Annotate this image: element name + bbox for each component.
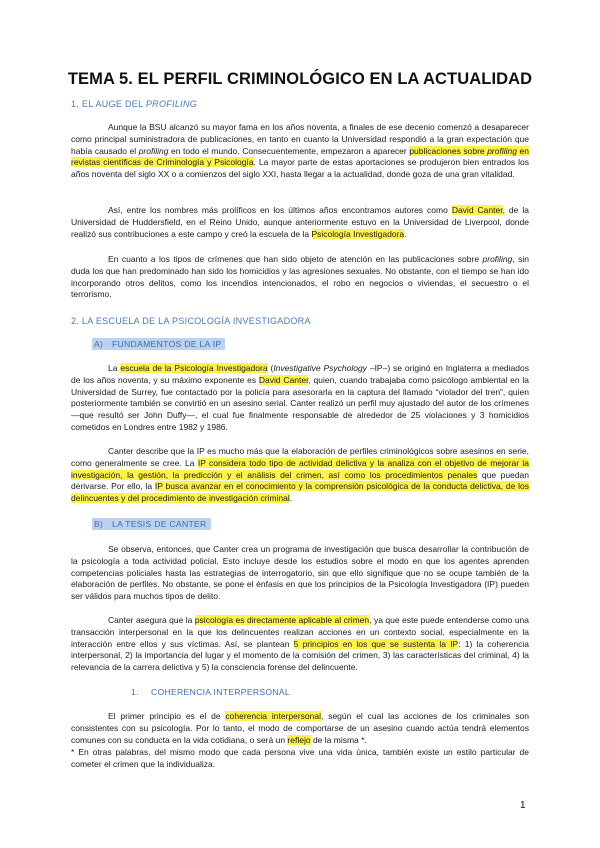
text-run: . — [289, 493, 293, 504]
text-run: que puedan derivarse. Por ello, la — [71, 469, 529, 492]
highlight-david-canter: David Canter — [451, 205, 503, 215]
highlight-coherencia-interpersonal: coherencia interpersonal — [225, 711, 321, 721]
text-run-italic: profiling — [487, 145, 517, 156]
text-run: en todo el mundo. Consecuentemente, empezaron a aparecer — [168, 145, 410, 156]
subheading-a — [92, 339, 225, 349]
subheading-1 — [131, 687, 290, 697]
text-run: La — [108, 363, 121, 373]
section-heading-2: 2. LA ESCUELA DE LA PSICOLOGÍA INVESTIGADORA — [71, 316, 311, 326]
subheading-b-number: B) — [94, 519, 104, 529]
paragraph-canter-describe — [71, 446, 529, 505]
text-run: de la misma *. — [310, 734, 367, 745]
paragraph-nota: * En otras palabras, del mismo modo que cada persona vive una vida única, también existe un estilo particular de cometer el crimen que la individualiza. — [71, 747, 529, 769]
text-run: . La mayor parte de estas aportaciones se produjeron bien entrados los años noventa del siglo XX o a comienzos del siglo XXI, hasta llegar a la actualidad, donde goza de una gran vitalidad. — [71, 157, 529, 180]
text-run: Aunque la BSU alcanzó su mayor fama en los años noventa, a finales de ese decenio comenzó a desaparecer como principal suministradora de publicaciones, en tanto en cuanto la Universidad respondió a la gran expectación que había causado el — [71, 122, 529, 156]
subheading-a-label: FUNDAMENTOS DE LA IP — [112, 339, 222, 349]
text-run: ( — [267, 363, 274, 373]
section-heading-1 — [71, 99, 197, 109]
text-run-italic: profiling — [138, 145, 169, 156]
paragraph-canter-asegura — [71, 615, 529, 674]
subheading-b — [92, 519, 211, 529]
page-title: TEMA 5. EL PERFIL CRIMINOLÓGICO EN LA ACTUALIDAD — [67, 70, 533, 88]
text-run: Así, entre los nombres más prolíficos en los últimos años encontramos autores como — [108, 205, 452, 215]
text-run: –IP–) se originó en Inglaterra a mediados de los años noventa, y su máximo exponente es — [71, 363, 529, 385]
paragraph-fundamentos — [71, 363, 529, 434]
text-run-italic: Investigative Psychology — [273, 363, 367, 373]
subheading-1-label: COHERENCIA INTERPERSONAL — [151, 687, 290, 697]
paragraph-auge — [71, 122, 529, 181]
text-run: En cuanto a los tipos de crímenes que han sido objeto de atención en las publicaciones sobre — [108, 254, 483, 264]
text-run: Canter asegura que la — [108, 615, 195, 625]
text-run: . — [404, 228, 407, 239]
text-run: , de la Universidad de Huddersfield, en el Reino Unido, aunque anteriormente estuvo en la Universidad de Liverpool, donde realizó sus contribuciones a este campo y creó la escuela de la — [71, 205, 529, 239]
highlight-reflejo: reflejo — [287, 734, 311, 745]
text-run: Canter describe que la IP es mucho más que la elaboración de perfiles criminológicos sobre asesinos en serie, como generalmente se cree. La — [71, 446, 529, 468]
text-run: en revistas científicas de Criminología y Psicología — [71, 145, 529, 168]
paragraph-coherencia — [71, 711, 529, 746]
highlight-5-principios: 5 principios en los que se sustenta la IP — [293, 638, 459, 649]
text-run: El primer principio es el de — [108, 711, 226, 721]
paragraph-autores — [71, 205, 529, 240]
text-run: publicaciones sobre — [409, 145, 488, 156]
text-run: , según el cual las acciones de los criminales son consistentes con su psicología. Por lo tanto, el modo de comportarse de un asesino cuando actúa tendrá elementos comunes con su conducta en la vida cotidiana, o será un — [71, 711, 529, 745]
paragraph-se-observa: Se observa, entonces, que Canter crea un programa de investigación que busca desarrollar la contribución de la psicología a toda actividad policial. Esto incluye desde los estudios sobre el modo en que los agentes aprenden competencias policiales hasta las estrategias de interrogatorio, sin que ello signifique que no se ocupe también de la elaboración de perfiles. No obstante, se pone el énfasis en que los principios de la Psicología Investigadora (IP) pueden ser válidos para muchos tipos de delito. — [71, 544, 529, 602]
subheading-a-number: A) — [94, 339, 104, 349]
highlight-psicologia-aplicable: psicología es directamente aplicable al crimen — [194, 615, 370, 625]
highlight-ip-busca: IP busca avanzar en el conocimiento y la comprensión psicológica de la conducta delictiva, de los delincuentes y del procedimiento de investigación criminal — [71, 481, 530, 504]
subheading-1-number: 1. — [131, 687, 139, 697]
subheading-a-box — [92, 338, 225, 350]
text-run: : 1) la coherencia interpersonal, 2) la importancia del lugar y el momento de la comisión del crimen, 3) las características del criminal, 4) la relevancia de la carrera delictiva y 5) la consciencia forense del delincuente. — [71, 638, 529, 673]
text-run: , quien, cuando trabajaba como psicólogo ambiental en la Universidad de Surrey, fue contactado por la policía para asesorarla en la captura del llamado “violador del tren”, quien posteriormente también se convirtió en un asesino serial. Canter realizó un perfil muy ajustado del autor de los crímenes —que resultó ser John Duffy—, el cual fue finalmente responsable de alrededor de 25 violaciones y 3 homicidios cometidos en Londres entre 1982 y 1986. — [71, 374, 530, 432]
section-heading-1-em: PROFILING — [145, 99, 198, 109]
highlight-ip-considera: IP considera todo tipo de actividad delictiva y la analiza con el objetivo de mejorar la investigación, la gestión, la predicción y el análisis del crimen, así como los procedimientos penales — [71, 457, 529, 480]
subheading-b-box — [92, 518, 211, 530]
highlight-escuela: escuela de la Psicología Investigadora — [120, 363, 268, 373]
text-run-italic: profiling — [482, 254, 513, 264]
text-run: , ya que este puede entenderse como una transacción interpersonal en la que los delincuentes realizan acciones en un contexto social, especialmente en la interacción entre ellos y sus víctimas. Así, se plantean — [71, 615, 529, 649]
paragraph-tipos-crimenes — [71, 254, 529, 301]
highlight-psicologia-investigadora: Psicología Investigadora — [311, 228, 405, 239]
highlight-david-canter: David Canter — [258, 374, 309, 385]
page-number: 1 — [520, 800, 526, 811]
subheading-b-label: LA TESIS DE CANTER — [112, 519, 207, 529]
text-run: , sin duda los que han predominado han sido los homicidios y las agresiones sexuales. No obstante, con el tiempo se han ido incorporando otros delitos, como los incendios intencionados, el robo en negocios o viviendas, el secuestro o el terrorismo. — [71, 254, 529, 300]
section-heading-1-text: 1. EL AUGE DEL — [71, 99, 146, 109]
